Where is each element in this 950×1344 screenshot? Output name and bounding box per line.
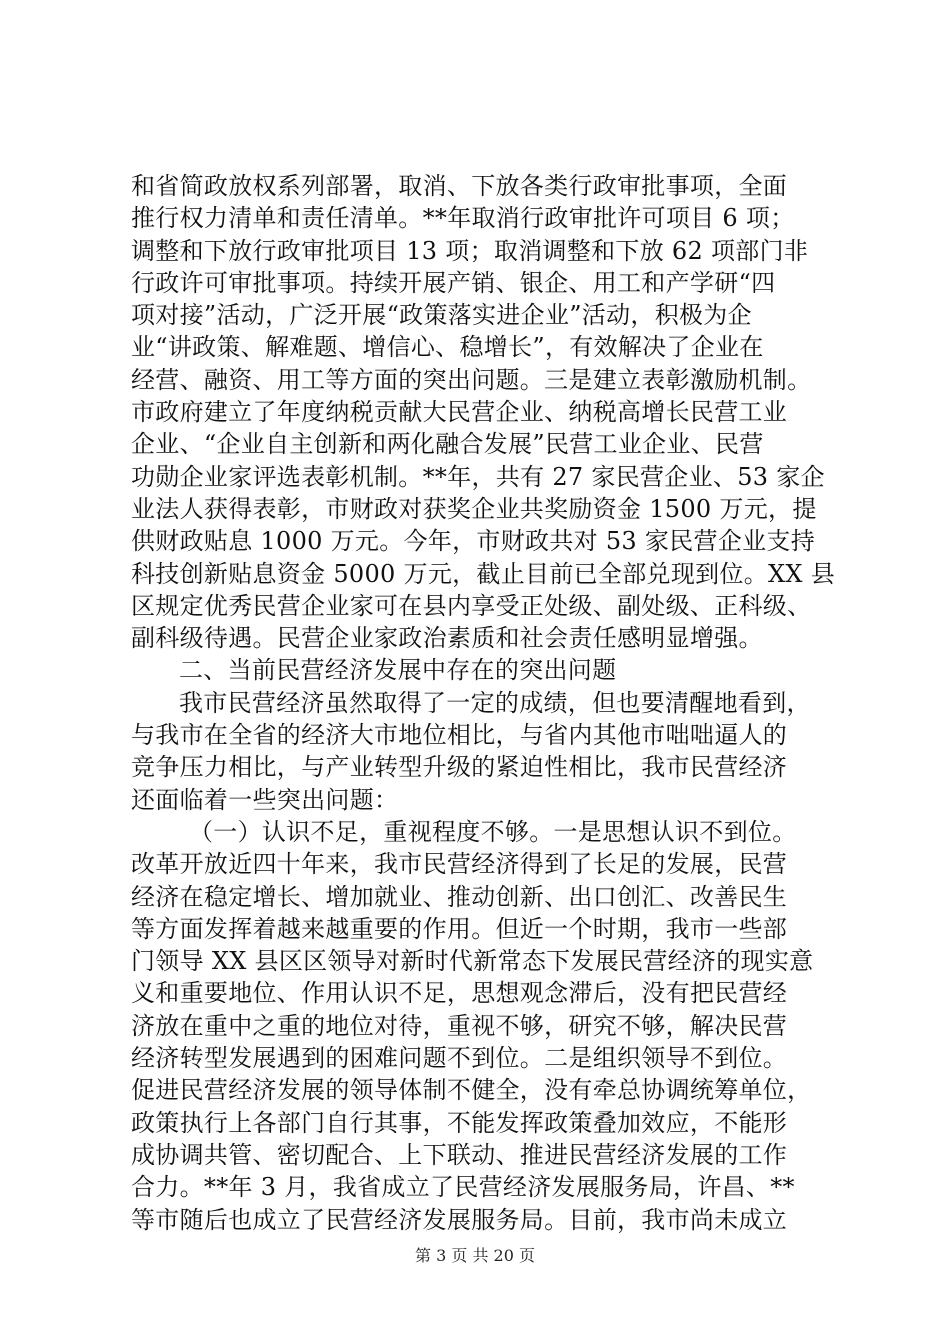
text-line: 调整和下放行政审批项目 13 项；取消调整和下放 62 项部门非 — [131, 236, 809, 265]
text-line: 等方面发挥着越来越重要的作用。但近一个时期，我市一些部 — [131, 914, 788, 943]
text-line: 推行权力清单和责任清单。**年取消行政审批许可项目 6 项； — [131, 204, 795, 233]
text-line: 市政府建立了年度纳税贡献大民营企业、纳税高增长民营工业 — [131, 398, 788, 427]
text-line: 改革开放近四十年来，我市民营经济得到了长足的发展，民营 — [131, 850, 788, 879]
text-line: 经济转型发展遇到的困难问题不到位。二是组织领导不到位。 — [131, 1044, 788, 1073]
text-line: 等市随后也成立了民营经济发展服务局。目前，我市尚未成立 — [131, 1205, 788, 1234]
subsection-heading: （一）认识不足，重视程度不够。一是思想认识不到位。 — [189, 817, 797, 846]
text-line: 行政许可审批事项。持续开展产销、银企、用工和产学研“四 — [131, 268, 776, 297]
text-line: 促进民营经济发展的领导体制不健全，没有牵总协调统筹单位， — [131, 1076, 812, 1105]
text-line: 竞争压力相比，与产业转型升级的紧迫性相比，我市民营经济 — [131, 753, 788, 782]
text-line: 门领导 XX 县区区领导对新时代新常态下发展民营经济的现实意 — [131, 947, 814, 976]
text-line: 与我市在全省的经济大市地位相比，与省内其他市咄咄逼人的 — [131, 721, 788, 750]
text-line: 业法人获得表彰，市财政对获奖企业共奖励资金 1500 万元，提 — [131, 494, 817, 523]
text-line: 经营、融资、用工等方面的突出问题。三是建立表彰激励机制。 — [131, 365, 812, 394]
text-line: 区规定优秀民营企业家可在县内享受正处级、副处级、正科级、 — [131, 591, 812, 620]
text-line: 我市民营经济虽然取得了一定的成绩，但也要清醒地看到， — [179, 688, 811, 717]
text-line: 项对接”活动，广泛开展“政策落实进企业”活动，积极为企 — [131, 301, 752, 330]
text-line: 还面临着一些突出问题： — [131, 785, 399, 814]
text-line: 科技创新贴息资金 5000 万元，截止目前已全部兑现到位。XX 县 — [131, 559, 836, 588]
text-line: 义和重要地位、作用认识不足，思想观念滞后，没有把民营经 — [131, 979, 788, 1008]
text-line: 供财政贴息 1000 万元。今年，市财政共对 53 家民营企业支持 — [131, 527, 816, 556]
text-line: 合力。**年 3 月，我省成立了民营经济发展服务局，许昌、** — [131, 1173, 795, 1202]
text-line: 经济在稳定增长、增加就业、推动创新、出口创汇、改善民生 — [131, 882, 788, 911]
text-line: 政策执行上各部门自行其事，不能发挥政策叠加效应，不能形 — [131, 1108, 788, 1137]
text-line: 副科级待遇。民营企业家政治素质和社会责任感明显增强。 — [131, 624, 763, 653]
text-line: 和省简政放权系列部署，取消、下放各类行政审批事项，全面 — [131, 172, 788, 200]
body-text — [131, 170, 836, 1236]
section-heading: 二、当前民营经济发展中存在的突出问题 — [179, 656, 617, 685]
text-line: 业“讲政策、解难题、增信心、稳增长”，有效解决了企业在 — [131, 333, 764, 362]
page-number-footer: 第 3 页 共 20 页 — [415, 1246, 535, 1265]
text-line: 成协调共管、密切配合、上下联动、推进民营经济发展的工作 — [131, 1140, 788, 1169]
text-line: 济放在重中之重的地位对待，重视不够，研究不够，解决民营 — [131, 1011, 788, 1040]
text-line: 功勋企业家评选表彰机制。**年，共有 27 家民营企业、53 家企 — [131, 462, 825, 491]
text-line: 企业、“企业自主创新和两化融合发展”民营工业企业、民营 — [131, 430, 764, 459]
